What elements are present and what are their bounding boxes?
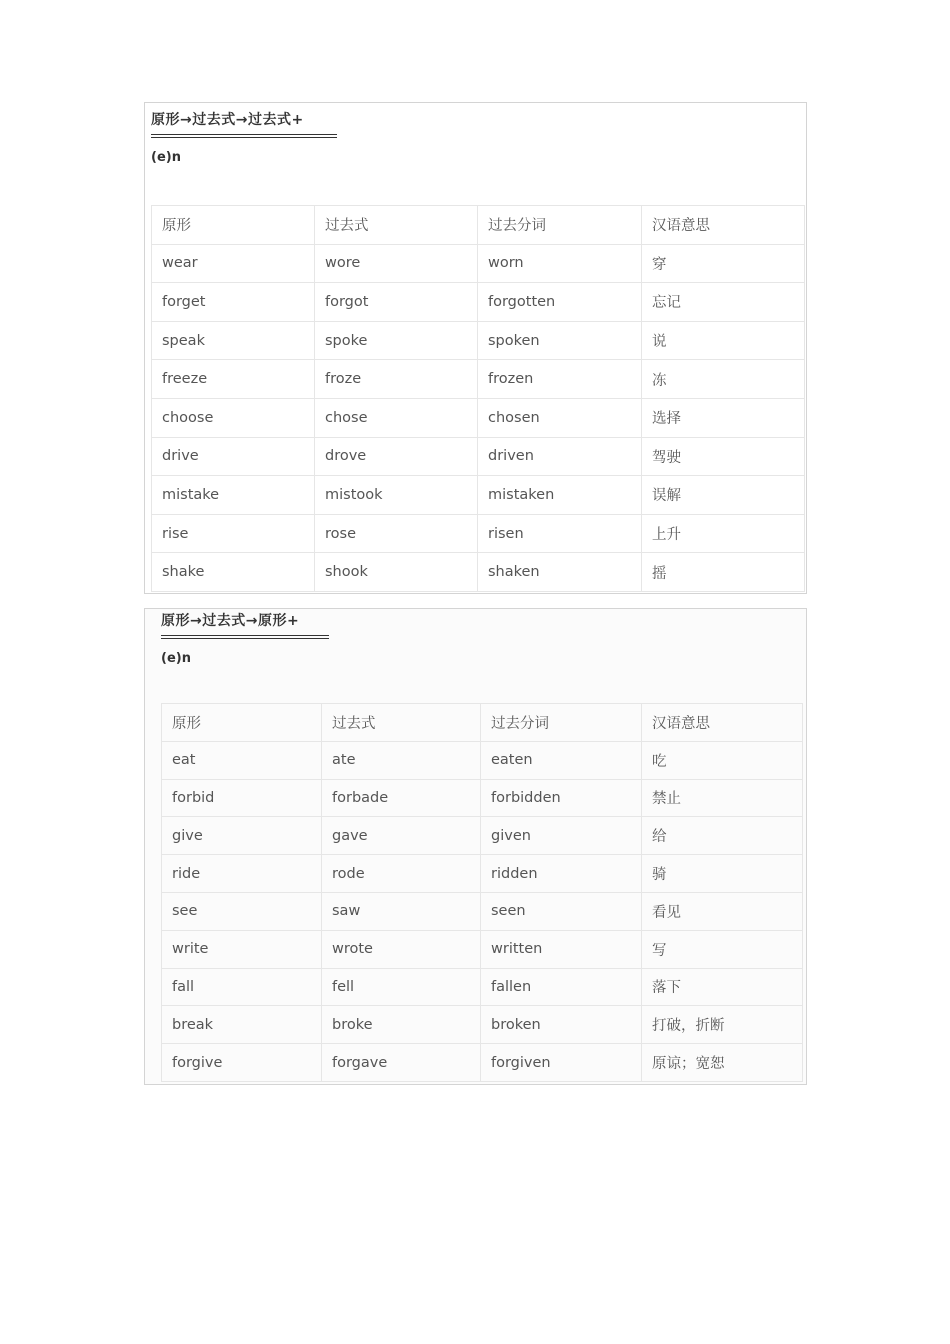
table-row (162, 968, 803, 1006)
past-tense-cell: ate (322, 741, 481, 779)
column-header: 过去式 (315, 206, 478, 245)
past-tense-cell: forgave (322, 1044, 481, 1082)
table-row (162, 817, 803, 855)
column-header: 过去分词 (478, 206, 642, 245)
meaning-cell: 写 (642, 930, 803, 968)
meaning-cell: 摇 (642, 553, 805, 592)
meaning-cell: 选择 (642, 398, 805, 437)
base-form-cell: write (162, 930, 322, 968)
past-participle-cell: chosen (478, 398, 642, 437)
column-header: 汉语意思 (642, 206, 805, 245)
base-form-cell: see (162, 892, 322, 930)
base-form-cell: forgive (162, 1044, 322, 1082)
past-participle-cell: given (481, 817, 642, 855)
past-tense-cell: fell (322, 968, 481, 1006)
column-header: 过去式 (322, 704, 481, 742)
past-tense-cell: broke (322, 1006, 481, 1044)
base-form-cell: mistake (152, 476, 315, 515)
meaning-cell: 驾驶 (642, 437, 805, 476)
past-tense-cell: gave (322, 817, 481, 855)
base-form-cell: forbid (162, 779, 322, 817)
base-form-cell: give (162, 817, 322, 855)
past-tense-cell: shook (315, 553, 478, 592)
heading-double-rule (151, 134, 337, 138)
past-tense-cell: rode (322, 855, 481, 893)
past-tense-cell: spoke (315, 321, 478, 360)
column-header: 过去分词 (481, 704, 642, 742)
base-form-cell: drive (152, 437, 315, 476)
past-participle-cell: worn (478, 244, 642, 283)
past-participle-cell: spoken (478, 321, 642, 360)
table-row (152, 244, 805, 283)
past-participle-cell: forgotten (478, 283, 642, 322)
verb-table-panel-1 (144, 102, 807, 594)
table-row (152, 553, 805, 592)
past-participle-cell: forgiven (481, 1044, 642, 1082)
verb-table-panel-2 (144, 608, 807, 1085)
table-row (152, 283, 805, 322)
table-row (152, 398, 805, 437)
meaning-cell: 穿 (642, 244, 805, 283)
past-participle-cell: driven (478, 437, 642, 476)
verb-table (151, 205, 805, 592)
table-row (162, 741, 803, 779)
meaning-cell: 忘记 (642, 283, 805, 322)
table-row (152, 321, 805, 360)
past-tense-cell: mistook (315, 476, 478, 515)
meaning-cell: 冻 (642, 360, 805, 399)
past-tense-cell: forbade (322, 779, 481, 817)
past-tense-cell: rose (315, 514, 478, 553)
base-form-cell: rise (152, 514, 315, 553)
table-row (152, 437, 805, 476)
past-participle-cell: written (481, 930, 642, 968)
past-tense-cell: chose (315, 398, 478, 437)
meaning-cell: 原谅；宽恕 (642, 1044, 803, 1082)
table-row (162, 930, 803, 968)
table-row (162, 855, 803, 893)
column-header: 原形 (152, 206, 315, 245)
base-form-cell: break (162, 1006, 322, 1044)
heading-double-rule (161, 635, 329, 639)
meaning-cell: 上升 (642, 514, 805, 553)
meaning-cell: 给 (642, 817, 803, 855)
past-tense-cell: wore (315, 244, 478, 283)
meaning-cell: 吃 (642, 741, 803, 779)
meaning-cell: 看见 (642, 892, 803, 930)
base-form-cell: ride (162, 855, 322, 893)
meaning-cell: 误解 (642, 476, 805, 515)
past-tense-cell: drove (315, 437, 478, 476)
meaning-cell: 说 (642, 321, 805, 360)
section-suffix: (e)n (161, 651, 191, 666)
meaning-cell: 骑 (642, 855, 803, 893)
past-tense-cell: forgot (315, 283, 478, 322)
past-tense-cell: wrote (322, 930, 481, 968)
base-form-cell: forget (152, 283, 315, 322)
past-participle-cell: frozen (478, 360, 642, 399)
table-header-row (152, 206, 805, 245)
table-row (152, 514, 805, 553)
table-header-row (162, 704, 803, 742)
table-row (162, 1044, 803, 1082)
past-participle-cell: eaten (481, 741, 642, 779)
section-suffix: (e)n (151, 150, 181, 165)
base-form-cell: speak (152, 321, 315, 360)
verb-table (161, 703, 803, 1082)
past-participle-cell: fallen (481, 968, 642, 1006)
table-row (152, 476, 805, 515)
base-form-cell: freeze (152, 360, 315, 399)
section-heading: 原形→过去式→原形+ (161, 613, 300, 629)
past-participle-cell: mistaken (478, 476, 642, 515)
meaning-cell: 落下 (642, 968, 803, 1006)
base-form-cell: fall (162, 968, 322, 1006)
past-participle-cell: broken (481, 1006, 642, 1044)
past-tense-cell: froze (315, 360, 478, 399)
past-participle-cell: shaken (478, 553, 642, 592)
table-row (162, 1006, 803, 1044)
base-form-cell: eat (162, 741, 322, 779)
column-header: 原形 (162, 704, 322, 742)
table-row (162, 892, 803, 930)
meaning-cell: 禁止 (642, 779, 803, 817)
past-participle-cell: ridden (481, 855, 642, 893)
past-participle-cell: risen (478, 514, 642, 553)
base-form-cell: choose (152, 398, 315, 437)
section-heading: 原形→过去式→过去式+ (151, 112, 304, 128)
past-tense-cell: saw (322, 892, 481, 930)
column-header: 汉语意思 (642, 704, 803, 742)
past-participle-cell: forbidden (481, 779, 642, 817)
base-form-cell: shake (152, 553, 315, 592)
base-form-cell: wear (152, 244, 315, 283)
table-row (152, 360, 805, 399)
past-participle-cell: seen (481, 892, 642, 930)
meaning-cell: 打破，折断 (642, 1006, 803, 1044)
table-row (162, 779, 803, 817)
